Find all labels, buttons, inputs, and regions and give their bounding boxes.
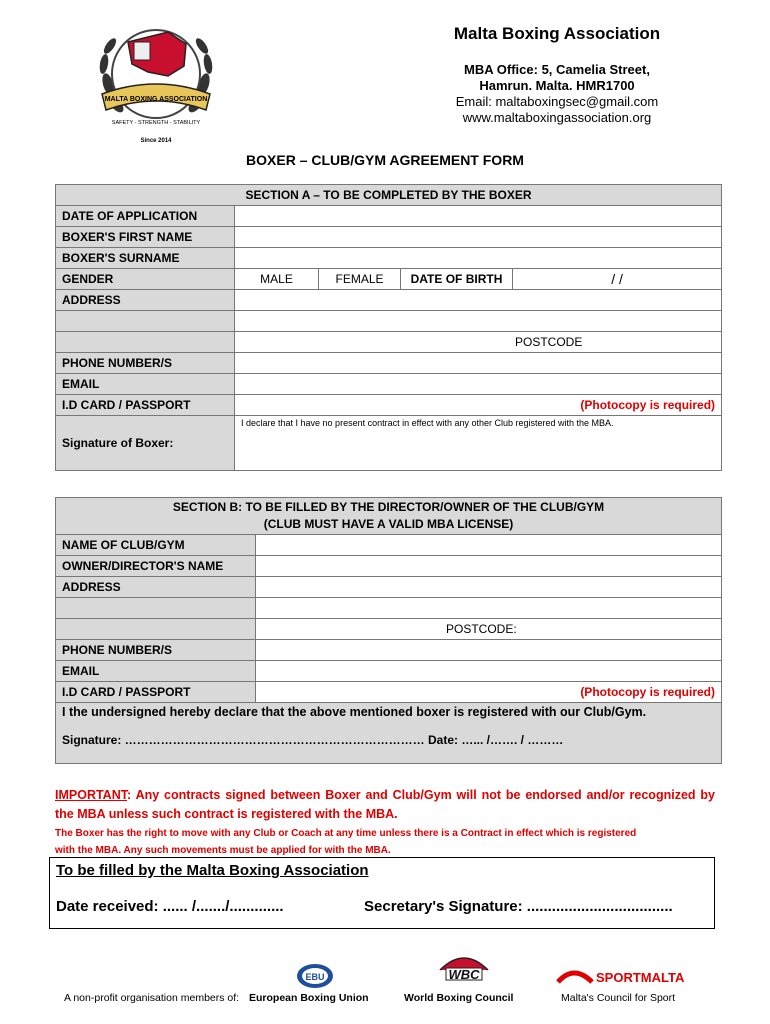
- phone-label: PHONE NUMBER/S: [56, 353, 235, 374]
- address-line-2: Hamrun. Malta. HMR1700: [479, 78, 635, 93]
- first-name-field[interactable]: [235, 227, 722, 248]
- owner-label: OWNER/DIRECTOR'S NAME: [56, 556, 256, 577]
- website-link[interactable]: www.maltaboxingassociation.org: [462, 110, 652, 125]
- club-name-field[interactable]: [256, 535, 722, 556]
- mba-logo: [88, 14, 224, 148]
- footer-ebu: European Boxing Union: [249, 992, 369, 1004]
- footer-prefix: A non-profit organisation members of:: [64, 992, 240, 1004]
- email-label: EMAIL: [56, 374, 235, 395]
- section-a-table: [55, 184, 722, 471]
- club-address-field-2[interactable]: [256, 598, 722, 619]
- email-field[interactable]: [235, 374, 722, 395]
- section-b-heading-line2: (CLUB MUST HAVE A VALID MBA LICENSE): [263, 517, 514, 531]
- club-postcode-label-blank: [56, 619, 256, 640]
- club-phone-label: PHONE NUMBER/S: [56, 640, 256, 661]
- club-address-field-1[interactable]: [256, 577, 722, 598]
- club-photocopy-required-note: (Photocopy is required): [256, 682, 722, 703]
- club-name-label: NAME OF CLUB/GYM: [56, 535, 256, 556]
- club-address-label-blank: [56, 598, 256, 619]
- photocopy-required-note: (Photocopy is required): [235, 395, 722, 416]
- org-name: Malta Boxing Association: [453, 24, 661, 43]
- ebu-logo-text: EBU: [305, 972, 325, 982]
- address-label: ADDRESS: [56, 290, 235, 311]
- important-notice: [55, 786, 715, 824]
- notice-small-line2: with the MBA. Any such movements must be applied for with the MBA.: [55, 845, 391, 856]
- date-of-application-field[interactable]: [235, 206, 722, 227]
- gender-female-option[interactable]: FEMALE: [319, 269, 401, 290]
- notice-small: [55, 825, 715, 859]
- date-of-birth-label: DATE OF BIRTH: [401, 269, 513, 290]
- logo-ribbon-text: MALTA BOXING ASSOCIATION: [104, 96, 208, 103]
- wbc-logo: [432, 946, 496, 992]
- section-b-heading-line1: SECTION B: TO BE FILLED BY THE DIRECTOR/OWNER OF THE CLUB/GYM: [172, 500, 605, 514]
- important-label: IMPORTANT: [55, 788, 127, 802]
- postcode-label-blank: [56, 332, 235, 353]
- sportmalta-logo-text: SPORTMALTA: [596, 970, 685, 985]
- gender-label: GENDER: [56, 269, 235, 290]
- club-phone-field[interactable]: [256, 640, 722, 661]
- address-field-1[interactable]: [235, 290, 722, 311]
- boxer-declaration[interactable]: I declare that I have no present contract in effect with any other Club registered with the MBA.: [235, 416, 722, 471]
- section-b-heading: [56, 498, 722, 535]
- address-field-2[interactable]: [235, 311, 722, 332]
- club-declaration-block: [56, 703, 722, 764]
- section-a-heading: SECTION A – TO BE COMPLETED BY THE BOXER: [56, 185, 722, 206]
- address-label-blank: [56, 311, 235, 332]
- surname-field[interactable]: [235, 248, 722, 269]
- logo-since: Since 2014: [140, 138, 172, 144]
- address-line-1: MBA Office: 5, Camelia Street,: [464, 62, 650, 77]
- date-of-application-label: DATE OF APPLICATION: [56, 206, 235, 227]
- important-text: : Any contracts signed between Boxer and Club/Gym will not be endorsed and/or recognized by the MBA unless such contract is registered with the MBA.: [55, 788, 715, 821]
- gender-male-option[interactable]: MALE: [235, 269, 319, 290]
- footer-wbc: World Boxing Council: [404, 992, 514, 1004]
- footer-sportmalta: Malta's Council for Sport: [561, 992, 676, 1004]
- club-email-label: EMAIL: [56, 661, 256, 682]
- club-id-card-label: I.D CARD / PASSPORT: [56, 682, 256, 703]
- secretary-signature-field[interactable]: Secretary's Signature: ...................................: [364, 898, 673, 915]
- org-header: [412, 24, 702, 126]
- notice-small-line1: The Boxer has the right to move with any Club or Coach at any time unless there is a Contract in effect which is registered: [55, 828, 637, 839]
- wbc-logo-text: WBC: [448, 967, 480, 982]
- club-declaration: I the undersigned hereby declare that the above mentioned boxer is registered with our Club/Gym.: [62, 705, 647, 719]
- form-title: BOXER – CLUB/GYM AGREEMENT FORM: [246, 152, 524, 168]
- sportmalta-logo: [556, 966, 696, 988]
- club-postcode-field[interactable]: POSTCODE:: [256, 619, 722, 640]
- signature-label: Signature of Boxer:: [56, 416, 235, 471]
- date-received-field[interactable]: Date received: ...... /......./.............: [56, 898, 284, 915]
- mba-box-title: To be filled by the Malta Boxing Association: [56, 862, 369, 879]
- section-b-table: [55, 497, 722, 764]
- logo-motto: SAFETY - STRENGTH - STABILITY: [111, 120, 201, 126]
- club-email-field[interactable]: [256, 661, 722, 682]
- mba-office-box: [49, 857, 715, 929]
- ebu-logo: [290, 960, 340, 990]
- postcode-field[interactable]: POSTCODE: [235, 332, 722, 353]
- id-card-label: I.D CARD / PASSPORT: [56, 395, 235, 416]
- phone-field[interactable]: [235, 353, 722, 374]
- club-address-label: ADDRESS: [56, 577, 256, 598]
- date-of-birth-field[interactable]: / /: [513, 269, 722, 290]
- club-signature-line[interactable]: Signature: ………………………………………………………………… Date: …... /……. / ………: [62, 733, 564, 747]
- first-name-label: BOXER'S FIRST NAME: [56, 227, 235, 248]
- owner-field[interactable]: [256, 556, 722, 577]
- surname-label: BOXER'S SURNAME: [56, 248, 235, 269]
- email-line[interactable]: Email: maltaboxingsec@gmail.com: [455, 94, 659, 109]
